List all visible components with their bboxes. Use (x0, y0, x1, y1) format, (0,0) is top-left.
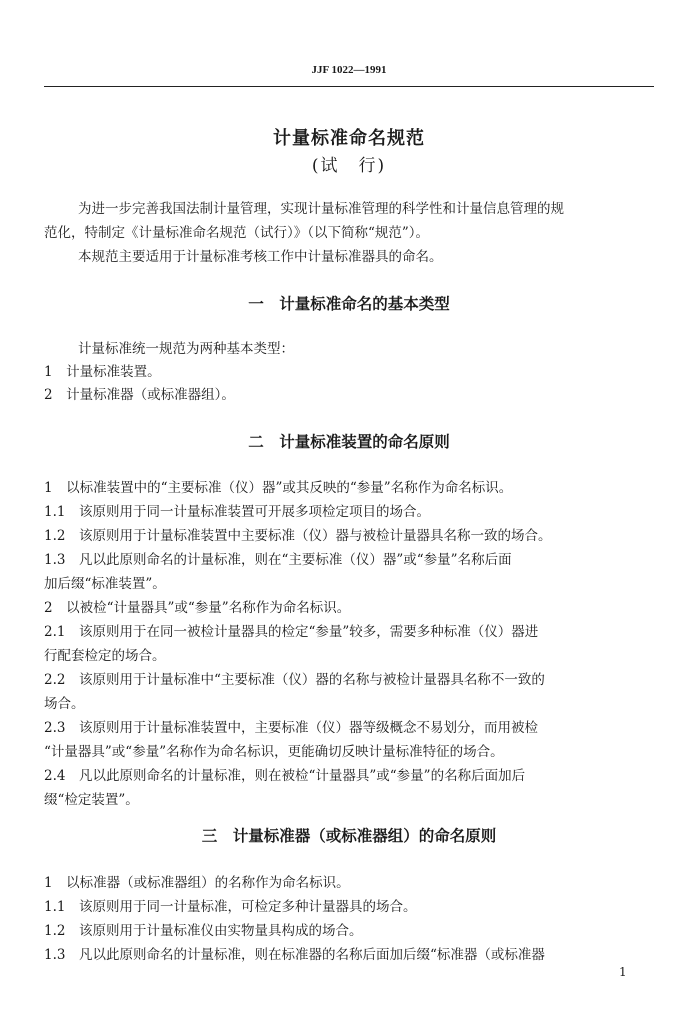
section3-line: 1.2 该原则用于计量标准仪由实物量具构成的场合。 (44, 923, 363, 939)
section-heading-3: 三 计量标准器（或标准器组）的命名原则 (201, 827, 497, 845)
intro-line: 为进一步完善我国法制计量管理，实现计量标准管理的科学性和计量信息管理的规 (78, 201, 564, 217)
section2-line: 1.3 凡以此原则命名的计量标准，则在“主要标准（仪）器”或“参量”名称后面 (44, 552, 512, 568)
section2-line: 2.4 凡以此原则命名的计量标准，则在被检“计量器具”或“参量”的名称后面加后 (44, 768, 526, 784)
section2-line: 缀“检定装置”。 (44, 792, 139, 808)
page-header-code: JJF 1022—1991 (311, 64, 387, 76)
intro-line: 范化，特制定《计量标准命名规范（试行）》（以下简称“规范”）。 (44, 225, 430, 241)
section3-line: 1.1 该原则用于同一计量标准，可检定多种计量器具的场合。 (44, 899, 417, 915)
section2-line: 2.2 该原则用于计量标准中“主要标准（仪）器的名称与被检计量器具名称不一致的 (44, 672, 545, 688)
section2-line: 场合。 (44, 696, 85, 712)
document-title: 计量标准命名规范 (273, 128, 425, 149)
section-heading-1: 一 计量标准命名的基本类型 (248, 295, 450, 313)
section-heading-2: 二 计量标准装置的命名原则 (248, 433, 450, 451)
section2-line: 2.1 该原则用于在同一被检计量器具的检定“参量”较多，需要多种标准（仪）器进 (44, 624, 539, 640)
section2-line: 1.2 该原则用于计量标准装置中主要标准（仪）器与被检计量器具名称一致的场合。 (44, 528, 552, 544)
section1-line: 2 计量标准器（或标准器组）。 (44, 387, 235, 403)
section2-line: “计量器具”或“参量”名称作为命名标识，更能确切反映计量标准特征的场合。 (44, 744, 504, 760)
section2-line: 1 以标准装置中的“主要标准（仪）器”或其反映的“参量”名称作为命名标识。 (44, 480, 513, 496)
section2-line: 加后缀“标准装置”。 (44, 576, 166, 592)
document-subtitle: (试 行) (311, 156, 387, 176)
header-rule (44, 86, 654, 87)
section1-line: 1 计量标准装置。 (44, 364, 161, 380)
page-number: 1 (619, 965, 627, 979)
section2-line: 2 以被检“计量器具”或“参量”名称作为命名标识。 (44, 600, 351, 616)
section2-line: 1.1 该原则用于同一计量标准装置可开展多项检定项目的场合。 (44, 504, 430, 520)
section3-line: 1 以标准器（或标准器组）的名称作为命名标识。 (44, 875, 350, 891)
section1-line: 计量标准统一规范为两种基本类型： (78, 341, 294, 357)
section2-line: 行配套检定的场合。 (44, 648, 166, 664)
intro-line: 本规范主要适用于计量标准考核工作中计量标准器具的命名。 (78, 249, 443, 265)
section3-line: 1.3 凡以此原则命名的计量标准，则在标准器的名称后面加后缀“标准器（或标准器 (44, 947, 545, 963)
section2-line: 2.3 该原则用于计量标准装置中，主要标准（仪）器等级概念不易划分，而用被检 (44, 720, 538, 736)
